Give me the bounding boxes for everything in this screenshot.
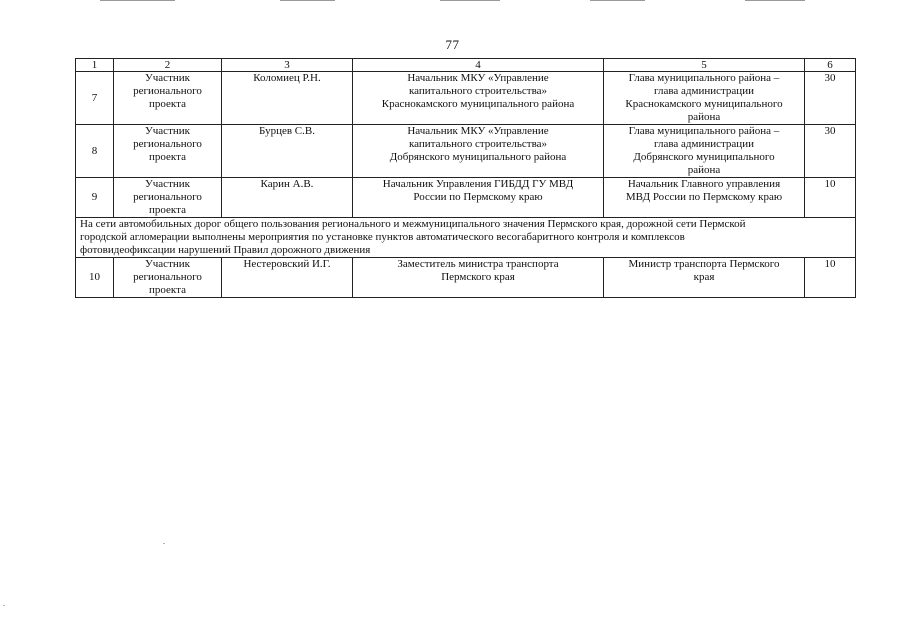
supervisor-cell — [604, 178, 805, 218]
supervisor-line: МВД России по Пермскому краю — [625, 191, 783, 203]
table-row — [76, 178, 856, 218]
position-line: Краснокамского муниципального района — [381, 98, 575, 110]
position-cell — [353, 125, 604, 178]
supervisor-cell — [604, 258, 805, 298]
supervisor-line: Глава муниципального района – — [628, 72, 780, 84]
role-line: регионального — [133, 138, 202, 150]
person-cell: Бурцев С.В. — [222, 125, 353, 178]
top-rule — [100, 0, 175, 1]
role-cell — [114, 178, 222, 218]
role-line: проекта — [149, 284, 186, 296]
supervisor-line: района — [687, 164, 721, 176]
table-row — [76, 125, 856, 178]
column-header: 4 — [353, 59, 604, 72]
supervisor-cell — [604, 125, 805, 178]
position-line: Начальник МКУ «Управление — [407, 125, 549, 137]
row-number: 7 — [76, 72, 114, 125]
top-rule — [590, 0, 645, 1]
role-line: Участник — [144, 178, 190, 190]
role-line: регионального — [133, 85, 202, 97]
role-line: регионального — [133, 271, 202, 283]
position-line: капитального строительства» — [408, 85, 547, 97]
section-line: городской агломерации выполнены мероприятия по установке пунктов автоматического весогабаритного контроля и комплексов — [80, 231, 685, 243]
section-row — [76, 218, 856, 258]
role-line: регионального — [133, 191, 202, 203]
page-number: 77 — [445, 37, 460, 52]
column-header: 1 — [76, 59, 114, 72]
participants-table — [75, 58, 856, 298]
role-line: Участник — [144, 125, 190, 137]
top-rule — [280, 0, 335, 1]
supervisor-line: края — [693, 271, 715, 283]
supervisor-cell — [604, 72, 805, 125]
scan-speck — [163, 543, 165, 544]
position-line: Заместитель министра транспорта — [397, 258, 559, 270]
value-cell: 10 — [805, 258, 856, 298]
position-line: Начальник Управления ГИБДД ГУ МВД — [382, 178, 574, 190]
supervisor-line: глава администрации — [654, 85, 754, 97]
top-rule — [745, 0, 805, 1]
supervisor-line: района — [687, 111, 721, 123]
value-cell: 10 — [805, 178, 856, 218]
row-number: 8 — [76, 125, 114, 178]
table-row — [76, 72, 856, 125]
supervisor-line: глава администрации — [654, 138, 754, 150]
person-cell: Нестеровский И.Г. — [222, 258, 353, 298]
section-description — [76, 218, 856, 258]
supervisor-line: Краснокамского муниципального — [625, 98, 783, 110]
scan-speck — [3, 605, 5, 606]
supervisor-line: Глава муниципального района – — [628, 125, 780, 137]
role-cell — [114, 125, 222, 178]
section-line: На сети автомобильных дорог общего пользования регионального и межмуниципального значения Пермского края, дорожной сети Пермской — [80, 218, 746, 230]
column-header: 3 — [222, 59, 353, 72]
value-cell: 30 — [805, 125, 856, 178]
person-cell: Коломиец Р.Н. — [222, 72, 353, 125]
value-cell: 30 — [805, 72, 856, 125]
table-row — [76, 258, 856, 298]
column-number-row — [76, 59, 856, 72]
role-line: Участник — [144, 72, 190, 84]
position-cell — [353, 72, 604, 125]
column-header: 6 — [805, 59, 856, 72]
role-line: проекта — [149, 204, 186, 216]
position-line: России по Пермскому краю — [413, 191, 543, 203]
position-line: Добрянского муниципального района — [389, 151, 567, 163]
role-cell — [114, 72, 222, 125]
position-line: Пермского края — [441, 271, 515, 283]
position-cell — [353, 178, 604, 218]
section-line: фотовидеофиксации нарушений Правил дорожного движения — [80, 244, 371, 256]
position-cell — [353, 258, 604, 298]
column-header: 2 — [114, 59, 222, 72]
row-number: 10 — [76, 258, 114, 298]
row-number: 9 — [76, 178, 114, 218]
position-line: Начальник МКУ «Управление — [407, 72, 549, 84]
role-line: проекта — [149, 98, 186, 110]
role-cell — [114, 258, 222, 298]
supervisor-line: Министр транспорта Пермского — [628, 258, 780, 270]
supervisor-line: Добрянского муниципального — [633, 151, 775, 163]
role-line: Участник — [144, 258, 190, 270]
position-line: капитального строительства» — [408, 138, 547, 150]
person-cell: Карин А.В. — [222, 178, 353, 218]
role-line: проекта — [149, 151, 186, 163]
supervisor-line: Начальник Главного управления — [627, 178, 781, 190]
column-header: 5 — [604, 59, 805, 72]
top-rule — [440, 0, 500, 1]
